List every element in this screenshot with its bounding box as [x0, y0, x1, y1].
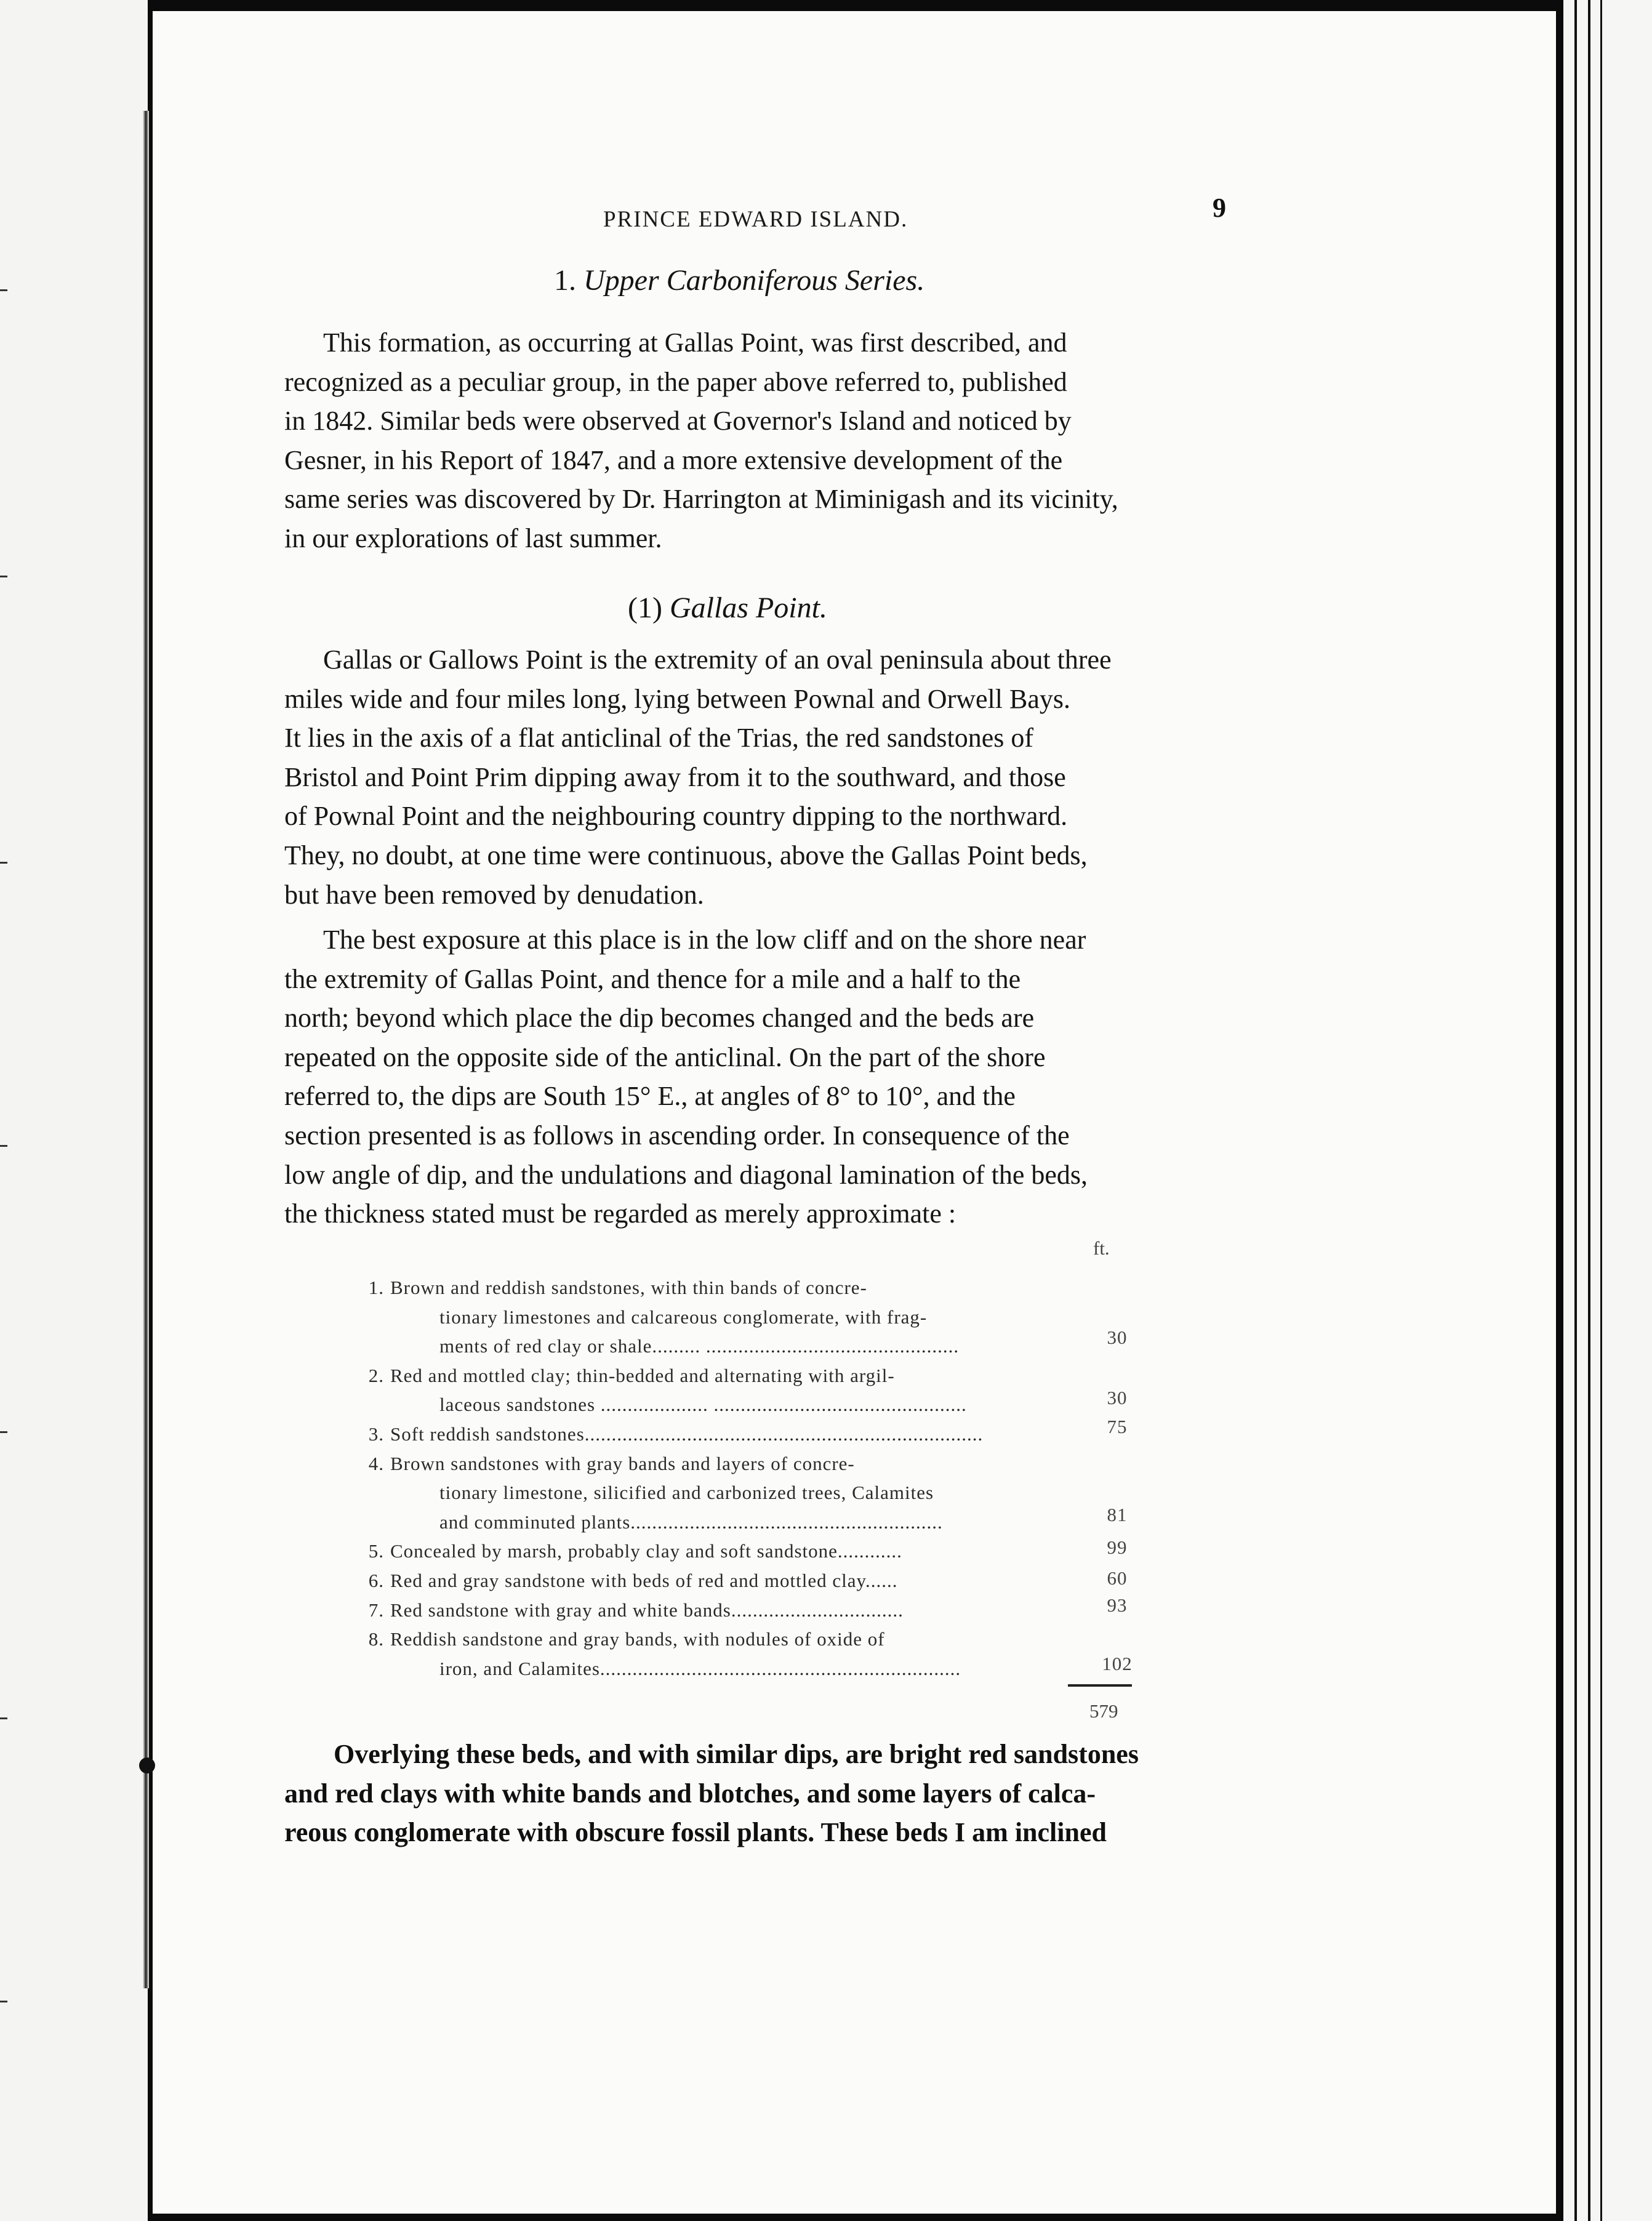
row-line: Soft reddish sandstones..........................................................................	[390, 1423, 984, 1445]
row-thickness: 30	[1107, 1327, 1128, 1348]
margin-tick	[0, 2001, 7, 2002]
row-description	[390, 1625, 1126, 1683]
row-line: laceous sandstones .................... ...............................................	[439, 1394, 967, 1416]
row-line: Red and mottled clay; thin-bedded and alternating with argil-	[390, 1364, 895, 1386]
stratigraphic-section-table	[357, 1273, 1133, 1683]
row-line: Brown and reddish sandstones, with thin bands of concre-	[390, 1277, 867, 1298]
text-line: but have been removed by denudation.	[284, 879, 704, 910]
row-line: Red and gray sandstone with beds of red and mottled clay......	[390, 1569, 898, 1591]
row-number: 8.	[368, 1628, 384, 1650]
row-line: Concealed by marsh, probably clay and soft sandstone............	[390, 1540, 902, 1562]
row-thickness: 93	[1107, 1594, 1128, 1616]
text-line: low angle of dip, and the undulations and diagonal lamination of the beds,	[284, 1159, 1088, 1190]
text-line: the extremity of Gallas Point, and thence for a mile and a half to the	[284, 963, 1021, 994]
total-thickness: 579	[1089, 1700, 1118, 1722]
text-line: referred to, the dips are South 15° E., at angles of 8° to 10°, and the	[284, 1081, 1016, 1112]
row-number: 7.	[368, 1599, 384, 1621]
thickness-unit-label: ft.	[1093, 1237, 1110, 1259]
text-line: They, no doubt, at one time were continuous, above the Gallas Point beds,	[284, 840, 1088, 870]
text-line: section presented is as follows in ascending order. In consequence of the	[284, 1120, 1070, 1151]
margin-tick	[0, 576, 7, 577]
row-number: 6.	[368, 1569, 384, 1591]
facing-page-edge	[0, 0, 148, 2221]
section-title: Upper Carboniferous Series.	[583, 264, 925, 297]
row-line: Brown sandstones with gray bands and layers of concre-	[390, 1452, 855, 1474]
gallas-point-paragraph	[284, 640, 1238, 914]
running-head: PRINCE EDWARD ISLAND.	[603, 207, 908, 232]
text-line: and red clays with white bands and blotches, and some layers of calca-	[284, 1778, 1096, 1809]
gutter-shadow	[143, 111, 149, 1988]
row-thickness: 30	[1107, 1386, 1128, 1408]
page-edge-line	[1574, 0, 1577, 2221]
total-rule	[1068, 1684, 1132, 1687]
row-number: 4.	[368, 1452, 384, 1474]
row-description	[390, 1536, 1126, 1566]
table-row	[357, 1536, 1126, 1566]
row-thickness: 81	[1107, 1503, 1128, 1525]
exposure-paragraph	[284, 920, 1238, 1234]
text-line: Bristol and Point Prim dipping away from it to the southward, and those	[284, 761, 1066, 792]
margin-tick	[0, 1717, 7, 1719]
text-line: same series was discovered by Dr. Harrington at Miminigash and its vicinity,	[284, 484, 1118, 515]
closing-paragraph	[284, 1735, 1257, 1852]
text-line: Gesner, in his Report of 1847, and a more extensive development of the	[284, 444, 1063, 475]
row-description	[390, 1361, 1126, 1420]
text-line: north; beyond which place the dip becomes changed and the beds are	[284, 1003, 1035, 1034]
table-row	[357, 1625, 1133, 1683]
section-number: 1.	[554, 264, 576, 297]
row-description	[390, 1420, 1126, 1449]
margin-tick	[0, 1431, 7, 1433]
text-line: reous conglomerate with obscure fossil plants. These beds I am inclined	[284, 1817, 1107, 1848]
text-line: repeated on the opposite side of the anticlinal. On the part of the shore	[284, 1042, 1046, 1072]
row-number: 1.	[368, 1277, 384, 1298]
row-line: and comminuted plants..........................................................	[439, 1511, 943, 1533]
row-description	[390, 1566, 1126, 1596]
subsection-number: (1)	[628, 592, 662, 624]
section-heading	[554, 263, 924, 297]
text-line: Overlying these beds, and with similar dips, are bright red sandstones	[334, 1739, 1139, 1769]
row-number: 5.	[368, 1540, 384, 1562]
page-edge-line	[1588, 0, 1590, 2221]
text-line: the thickness stated must be regarded as merely approximate :	[284, 1199, 956, 1229]
table-row	[357, 1273, 1126, 1361]
table-row	[357, 1596, 1126, 1625]
row-line: Red sandstone with gray and white bands................................	[390, 1599, 904, 1621]
table-row	[357, 1415, 1128, 1449]
subsection-heading	[628, 591, 827, 625]
text-line: It lies in the axis of a flat anticlinal of the Trias, the red sandstones of	[284, 723, 1034, 753]
table-row	[357, 1566, 1126, 1596]
margin-tick	[0, 862, 7, 864]
row-thickness: 99	[1107, 1536, 1128, 1559]
text-line: This formation, as occurring at Gallas Point, was first described, and	[323, 327, 1067, 358]
row-thickness: 102	[1102, 1653, 1133, 1675]
text-line: recognized as a peculiar group, in the paper above referred to, published	[284, 366, 1067, 397]
row-line: iron, and Calamites...................................................................	[439, 1657, 961, 1679]
text-line: in our explorations of last summer.	[284, 523, 662, 553]
page-number: 9	[1213, 193, 1226, 223]
row-line: ments of red clay or shale......... ...............................................	[439, 1335, 960, 1357]
table-row	[357, 1449, 1126, 1537]
page-stack-edge	[1563, 0, 1652, 2221]
text-line: miles wide and four miles long, lying between Pownal and Orwell Bays.	[284, 683, 1070, 714]
text-line: in 1842. Similar beds were observed at Governor's Island and noticed by	[284, 406, 1072, 436]
text-line: of Pownal Point and the neighbouring country dipping to the northward.	[284, 801, 1068, 832]
row-description	[390, 1273, 1126, 1361]
row-description	[390, 1449, 1126, 1537]
text-line: Gallas or Gallows Point is the extremity of an oval peninsula about three	[323, 645, 1112, 675]
page-edge-line	[1600, 0, 1602, 2221]
row-line: tionary limestones and calcareous conglomerate, with frag-	[439, 1306, 928, 1328]
binding-thread-mark	[139, 1757, 155, 1773]
row-number: 3.	[368, 1423, 384, 1445]
row-thickness: 75	[1107, 1415, 1128, 1437]
row-line: Reddish sandstone and gray bands, with nodules of oxide of	[390, 1628, 885, 1650]
margin-tick	[0, 289, 7, 291]
row-description	[390, 1596, 1126, 1625]
subsection-title: Gallas Point.	[669, 592, 827, 624]
text-line: The best exposure at this place is in the low cliff and on the shore near	[323, 925, 1086, 955]
intro-paragraph	[284, 323, 1238, 558]
row-line: tionary limestone, silicified and carbonized trees, Calamites	[439, 1482, 934, 1504]
table-row	[357, 1361, 1126, 1420]
row-number: 2.	[368, 1364, 384, 1386]
margin-tick	[0, 1145, 7, 1147]
row-thickness: 60	[1107, 1567, 1128, 1589]
